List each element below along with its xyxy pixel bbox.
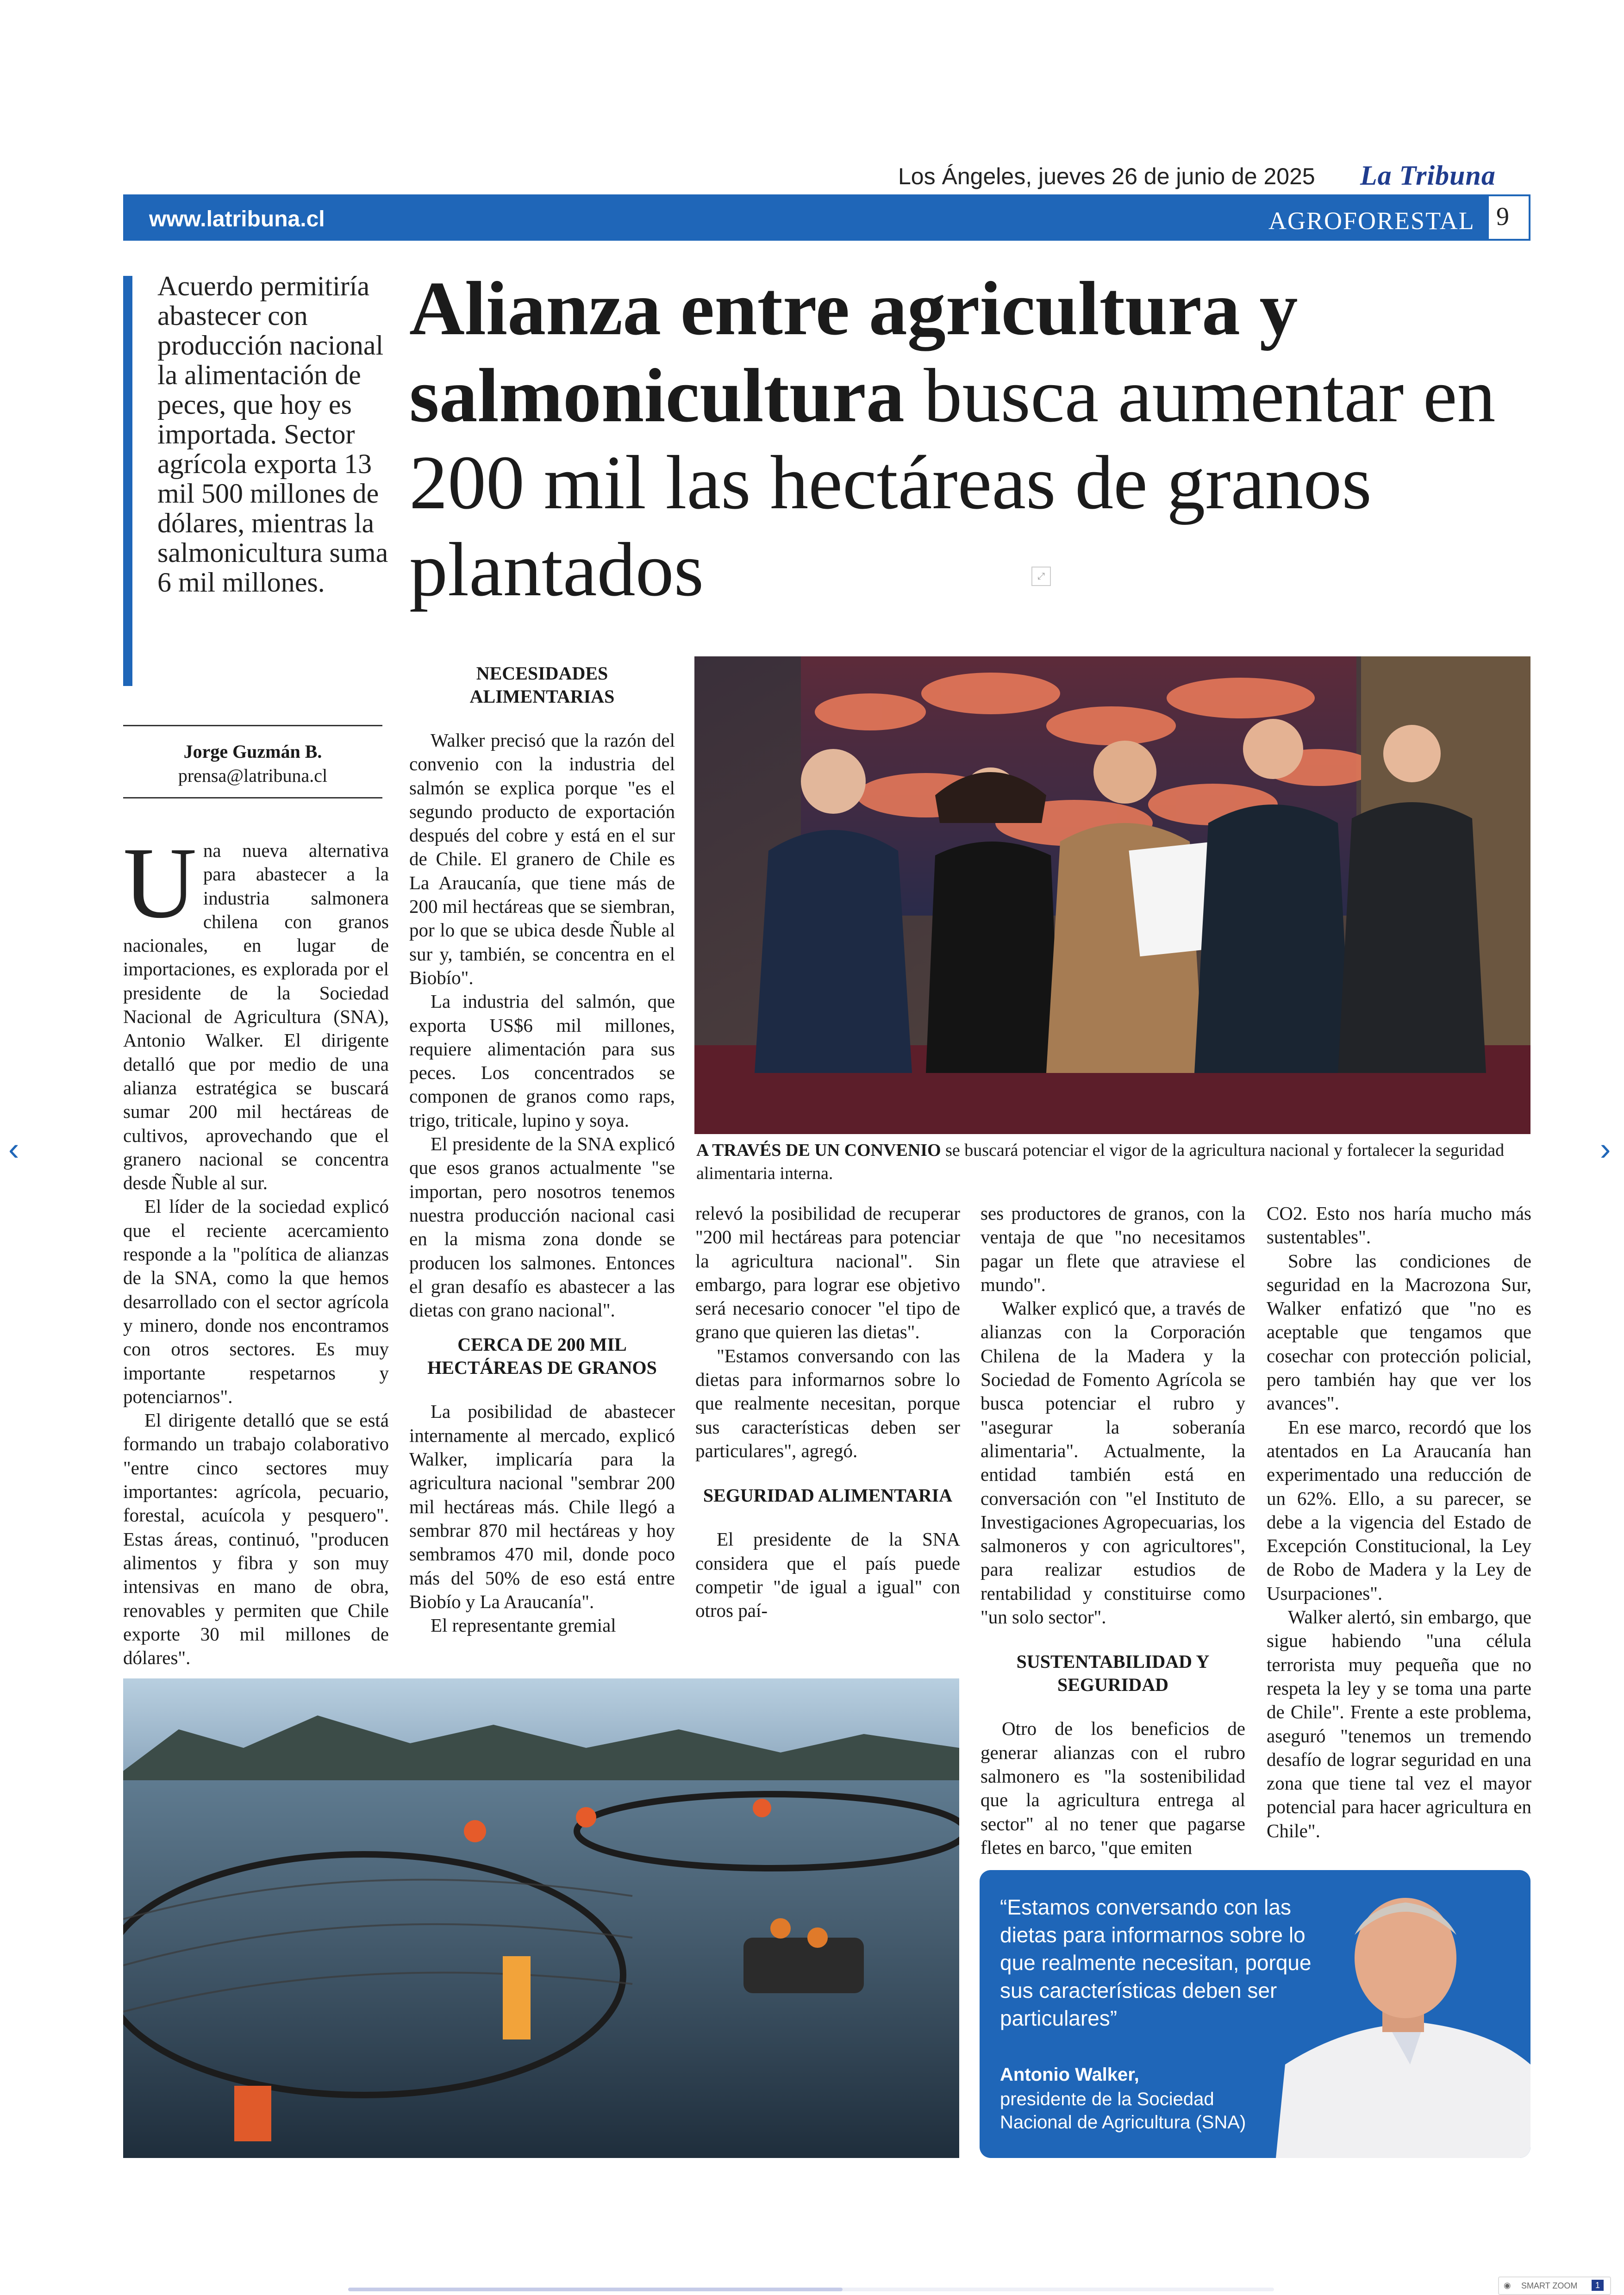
signing-photo-illustration bbox=[694, 656, 1530, 1134]
article-column-3 bbox=[695, 1202, 960, 1622]
col3-paragraph-3: El presidente de la SNA considera que el país puede competir "de igual a igual" con otros paí- bbox=[695, 1528, 960, 1621]
site-url[interactable]: www.latribuna.cl bbox=[149, 207, 325, 231]
article-column-4 bbox=[981, 1202, 1245, 1859]
photo-caption bbox=[696, 1139, 1530, 1185]
col2-paragraph-3: El presidente de la SNA explicó que esos granos actualmente "se importan, pero nosotros tenemos nuestra producción nacional casi en la misma zona donde se producen los salmones. Entonces el gran desafío es abastecer a las dietas con grano nacional". bbox=[409, 1133, 675, 1321]
col4-paragraph-1: ses productores de granos, con la ventaja de que "no necesitamos pagar un flete que atraviese el mundo". bbox=[981, 1203, 1245, 1295]
subhead-seguridad-alimentaria: SEGURIDAD ALIMENTARIA bbox=[703, 1485, 953, 1506]
subhead-necesidades: NECESIDADES ALIMENTARIAS bbox=[469, 663, 615, 707]
col2-paragraph-4: La posibilidad de abastecer internamente al mercado, explicó Walker, implicaría para la agricultura nacional "sembrar 200 mil hectáreas más. Chile llegó a sembrar 870 mil hectáreas y hoy sembramos 470 mil, donde poco más del 50% de eso está entre Biobío y La Araucanía". bbox=[409, 1401, 675, 1612]
article-column-5 bbox=[1267, 1202, 1531, 1843]
signing-photo bbox=[694, 656, 1530, 1134]
next-page-icon[interactable]: › bbox=[1600, 1131, 1611, 1167]
col5-paragraph-3: En ese marco, recordó que los atentados en La Araucanía han experimentado una reducción de un 62%. Ello, a su parecer, se debe a la vigencia del Estado de Excepción Constitucional, la Ley de Robo de Madera y la Ley de Usurpaciones". bbox=[1267, 1416, 1531, 1604]
col4-paragraph-3: Otro de los beneficios de generar alianzas con el rubro salmonero es "la sostenibilidad que la agricultura entrega al sector" al no tener que pagarse fletes en barco, "que emiten bbox=[981, 1718, 1245, 1858]
section-name: AGROFORESTAL bbox=[1268, 207, 1475, 235]
salmon-farm-photo bbox=[123, 1678, 959, 2158]
col1-paragraph-3: El dirigente detalló que se está formando un trabajo colaborativo "entre cinco sectores muy importantes: agrícola, pecuario, forestal, acuícola y pesquero". Estas áreas, continuó, "producen alimentos y fibra y son muy intensivas en mano de obra, renovables y permiten que Chile exporte 30 mil millones de dólares". bbox=[123, 1409, 389, 1669]
headline-rest: busca aumentar en 200 mil las hectáreas de granos plantados bbox=[409, 353, 1496, 612]
prev-page-icon[interactable]: ‹ bbox=[8, 1131, 19, 1167]
caption-lead: A TRAVÉS DE UN CONVENIO bbox=[696, 1141, 941, 1160]
col5-paragraph-1: CO2. Esto nos haría mucho más sustentables". bbox=[1267, 1203, 1531, 1248]
byline-top-rule bbox=[123, 725, 382, 726]
zoom-page-badge: 1 bbox=[1592, 2280, 1604, 2291]
byline-bottom-rule bbox=[123, 797, 382, 798]
col2-paragraph-5: El representante gremial bbox=[431, 1615, 616, 1636]
dateline: Los Ángeles, jueves 26 de junio de 2025 bbox=[898, 163, 1315, 189]
subhead-sustentabilidad: SUSTENTABILIDAD Y SEGURIDAD bbox=[1016, 1651, 1210, 1696]
page-number-box bbox=[1489, 194, 1530, 241]
col5-paragraph-2: Sobre las condiciones de seguridad en la Macrozona Sur, Walker enfatizó que "no es aceptable que tengamos que cosechar con protección policial, pero también hay que ver los avances". bbox=[1267, 1250, 1531, 1414]
col1-paragraph-2: El líder de la sociedad explicó que el reciente acercamiento responde a la "política de alianzas de la SNA, como la que hemos desarrollado con el sector agrícola y minero, donde nos encontramos con otros sectores. Es muy importante respetarnos y potenciarnos". bbox=[123, 1196, 389, 1407]
col3-paragraph-2: "Estamos conversando con las dietas para informarnos sobre lo que realmente necesitan, porque sus características deben ser particulares", agregó. bbox=[695, 1345, 960, 1461]
article-column-1 bbox=[123, 826, 389, 1670]
zoom-hint-icon[interactable]: ⤢ bbox=[1031, 567, 1051, 586]
pull-quote-text: “Estamos conversando con las dietas para informarnos sobre lo que realmente necesitan, porque sus características deben ser particulares” bbox=[1000, 1895, 1312, 2030]
col2-paragraph-2: La industria del salmón, que exporta US$6 mil millones, requiere alimentación para sus peces. Los concentrados se componen de granos como raps, trigo, triticale, lupino y soya. bbox=[409, 991, 675, 1131]
drop-cap: U bbox=[123, 826, 197, 939]
quote-speaker-role: presidente de la Sociedad Nacional de Agricultura (SNA) bbox=[1000, 2089, 1246, 2133]
summary-accent-rule bbox=[123, 276, 132, 686]
newspaper-logo: La Tribuna bbox=[1360, 160, 1496, 191]
byline-email[interactable]: prensa@latribuna.cl bbox=[178, 765, 328, 786]
article-headline bbox=[409, 265, 1530, 613]
col2-paragraph-1: Walker precisó que la razón del convenio con la industria del salmón se explica porque "es el segundo producto de exportación después del cobre y está en el sur de Chile. El granero de Chile es La Araucanía, que tiene más de 200 mil hectáreas que se siembran, por lo que se ubica desde Ñuble al sur y, también, se concentra en el Biobío". bbox=[409, 730, 675, 988]
col4-paragraph-2: Walker explicó que, a través de alianzas con la Corporación Chilena de la Madera y la Sociedad de Fomento Agrícola se busca potenciar el rubro y "asegurar la soberanía alimentaria". Actualmente, la entidad también está en conversación con "el Instituto de Investigaciones Agropecuarias, los salmoneros y con agricultores", para realizar estudios de rentabilidad y constituirse como "un solo sector". bbox=[981, 1297, 1245, 1628]
subhead-hectareas: CERCA DE 200 MIL HECTÁREAS DE GRANOS bbox=[427, 1334, 657, 1378]
smart-zoom-label: SMART ZOOM bbox=[1521, 2281, 1578, 2290]
quote-speaker-name: Antonio Walker, bbox=[1000, 2064, 1139, 2085]
page-progress-bar[interactable] bbox=[348, 2288, 843, 2291]
article-summary: Acuerdo permitiría abastecer con producción nacional la alimentación de peces, que hoy es importada. Sector agrícola exporta 13 mil 500 millones de dólares, mientras la salmonicultura suma 6 mil millones. bbox=[157, 271, 388, 598]
col5-paragraph-4: Walker alertó, sin embargo, que sigue habiendo "una célula terrorista muy pequeña que no respeta la ley y se toma una parte de Chile". Frente a este problema, aseguró "tenemos un tremendo desafío de lograr seguridad en una zona que tiene tal vez el mayor potencial para hacer agricultura en Chile". bbox=[1267, 1606, 1531, 1841]
article-column-2 bbox=[409, 651, 675, 1637]
caption-text: se buscará potenciar el vigor de la agricultura nacional y fortalecer la seguridad alimentaria interna. bbox=[696, 1141, 1505, 1183]
byline-author: Jorge Guzmán B. bbox=[183, 741, 322, 762]
eye-icon: ◉ bbox=[1504, 2281, 1511, 2290]
smart-zoom-button[interactable] bbox=[1498, 2276, 1611, 2295]
headline-bold: Alianza entre agricultura y salmonicultura bbox=[409, 266, 1298, 438]
salmon-farm-illustration bbox=[123, 1678, 959, 2158]
col1-paragraph-1: na nueva alternativa para abastecer a la industria salmonera chilena con granos nacionales, en lugar de importaciones, es explorada por el presidente de la Sociedad Nacional de Agricultura (SNA), Antonio Walker. El dirigente detalló que por medio de una alianza estratégica se buscará sumar 200 mil hectáreas de cultivos, aprovechando que el granero nacional se concentra desde Ñuble al sur. bbox=[123, 840, 389, 1194]
col3-paragraph-1: relevó la posibilidad de recuperar "200 mil hectáreas para potenciar la agricultura nacional". Sin embargo, para lograr ese objetivo será necesario conocer "el tipo de grano que quieren las dietas". bbox=[695, 1203, 960, 1343]
page-number: 9 bbox=[1496, 202, 1509, 231]
